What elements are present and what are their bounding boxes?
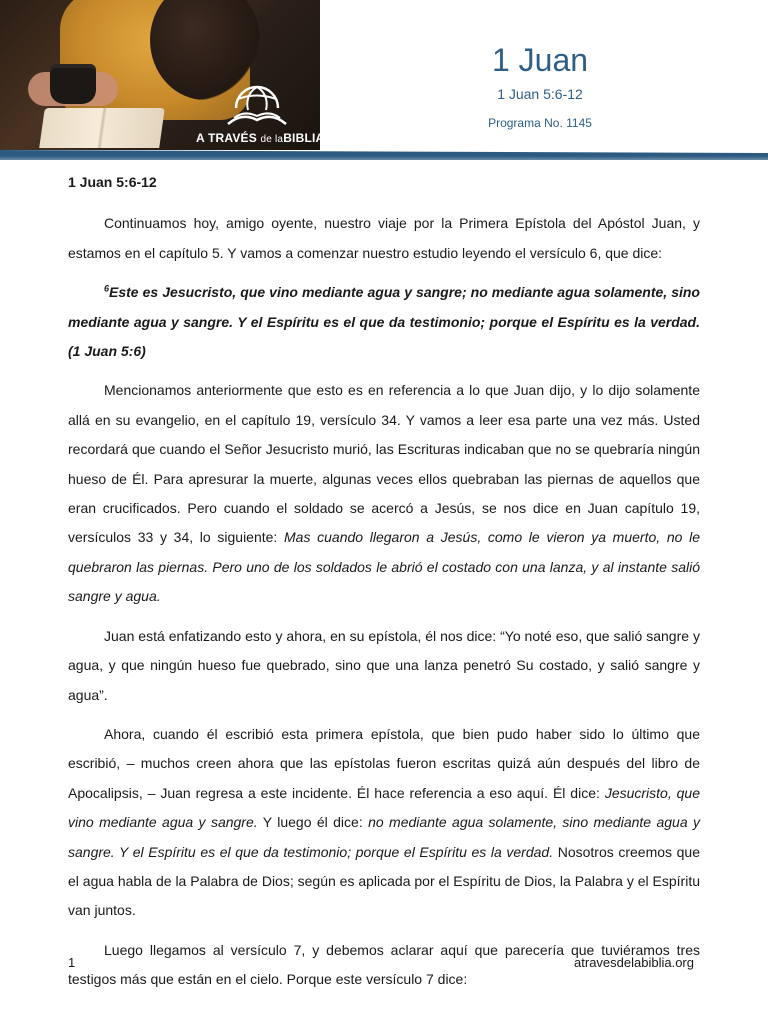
logo-word-biblia: BIBLIA: [283, 131, 325, 145]
footer-website: atravesdelabiblia.org: [574, 955, 694, 970]
logo-word-de-la: de la: [260, 134, 284, 145]
paragraph-3: Juan está enfatizando esto y ahora, en su epístola, él nos dice: “Yo noté eso, que salió sangre y agua, y que ningún hueso fue quebrado, sino que una lanza penetró Su costado, y salió sangre y agua”.: [68, 627, 700, 703]
globe-bible-icon: [222, 78, 292, 128]
paragraph-2-text: Mencionamos anteriormente que esto es en referencia a lo que Juan dijo, y lo dijo solamente allá en su evangelio, en el capítulo 19, versículo 34. Y vamos a leer esa parte una vez más. Usted recordará que cuando el Señor Jesucristo murió, las Escrituras indicaban que no se quebraría ningún hueso de Él. Para apresurar la muerte, algunas veces ellos quebraban las piernas de aquellos que eran crucificados. Pero cuando el soldado se acercó a Jesús, se nos dice en Juan capítulo 19, versículos 33 y 34, lo siguiente:: [68, 382, 700, 546]
paragraph-4-text-c: Nosotros creemos que el agua habla de la Palabra de Dios; según es aplicada por el Espíritu de Dios, la Palabra y el Espíritu van juntos.: [68, 843, 701, 919]
photo-mug: [50, 64, 96, 104]
section-heading: 1 Juan 5:6-12: [68, 174, 157, 190]
paragraph-4-quote-a: Jesucristo, que vino mediante agua y sangre.: [68, 784, 700, 831]
photo-book: [39, 108, 165, 148]
verse-number: 6: [104, 283, 110, 294]
page-header: [0, 0, 768, 150]
paragraph-4-quote-b: no mediante agua solamente, sino mediante agua y sangre. Y el Espíritu es el que da testimonio; porque el Espíritu es la verdad.: [68, 814, 700, 860]
logo-word-a-traves: A TRAVÉS: [196, 131, 257, 145]
page-number: 1: [68, 955, 76, 970]
header-photo: [0, 0, 325, 150]
paragraph-5: Luego llegamos al versículo 7, y debemos aclarar aquí que parecería que tuviéramos tres testigos más que están en el cielo. Porque este versículo 7 dice:: [68, 941, 700, 988]
paragraph-4: [68, 720, 700, 926]
header-divider-bar: [0, 150, 768, 160]
document-title: 1 Juan: [491, 42, 589, 78]
paragraph-2-quote: Mas cuando llegaron a Jesús, como le vieron ya muerto, no le quebraron las piernas. Pero uno de los soldados le abrió el costado con una lanza, y al instante salió sangre y agua.: [68, 529, 700, 605]
title-block: [380, 40, 700, 130]
document-body: [68, 168, 700, 1005]
document-reference: 1 Juan 5:6-12: [497, 86, 583, 102]
brand-logo-text: [196, 131, 325, 145]
paragraph-4-text-b: Y luego él dice:: [257, 814, 369, 831]
paragraph-1: Continuamos hoy, amigo oyente, nuestro viaje por la Primera Epístola del Apóstol Juan, y estamos en el capítulo 5. Y vamos a comenzar nuestro estudio leyendo el versículo 6, que dice:: [68, 215, 700, 261]
paragraph-2: [68, 376, 700, 611]
verse-quote: [68, 278, 700, 366]
verse-text: Este es Jesucristo, que vino mediante agua y sangre; no mediante agua solamente, sino mediante agua y sangre. Y el Espíritu es el que da testimonio; porque el Espíritu es la verdad. (1 Juan 5:6): [68, 284, 700, 360]
paragraph-4-text-a: Ahora, cuando él escribió esta primera epístola, que bien pudo haber sido lo último que escribió, – muchos creen ahora que las epístolas fueron escritas quizá aún después del libro de Apocalipsis, – Juan regresa a este incidente. Él hace referencia a eso aquí. Él dice:: [68, 725, 700, 801]
program-number: Programa No. 1145: [488, 116, 592, 130]
